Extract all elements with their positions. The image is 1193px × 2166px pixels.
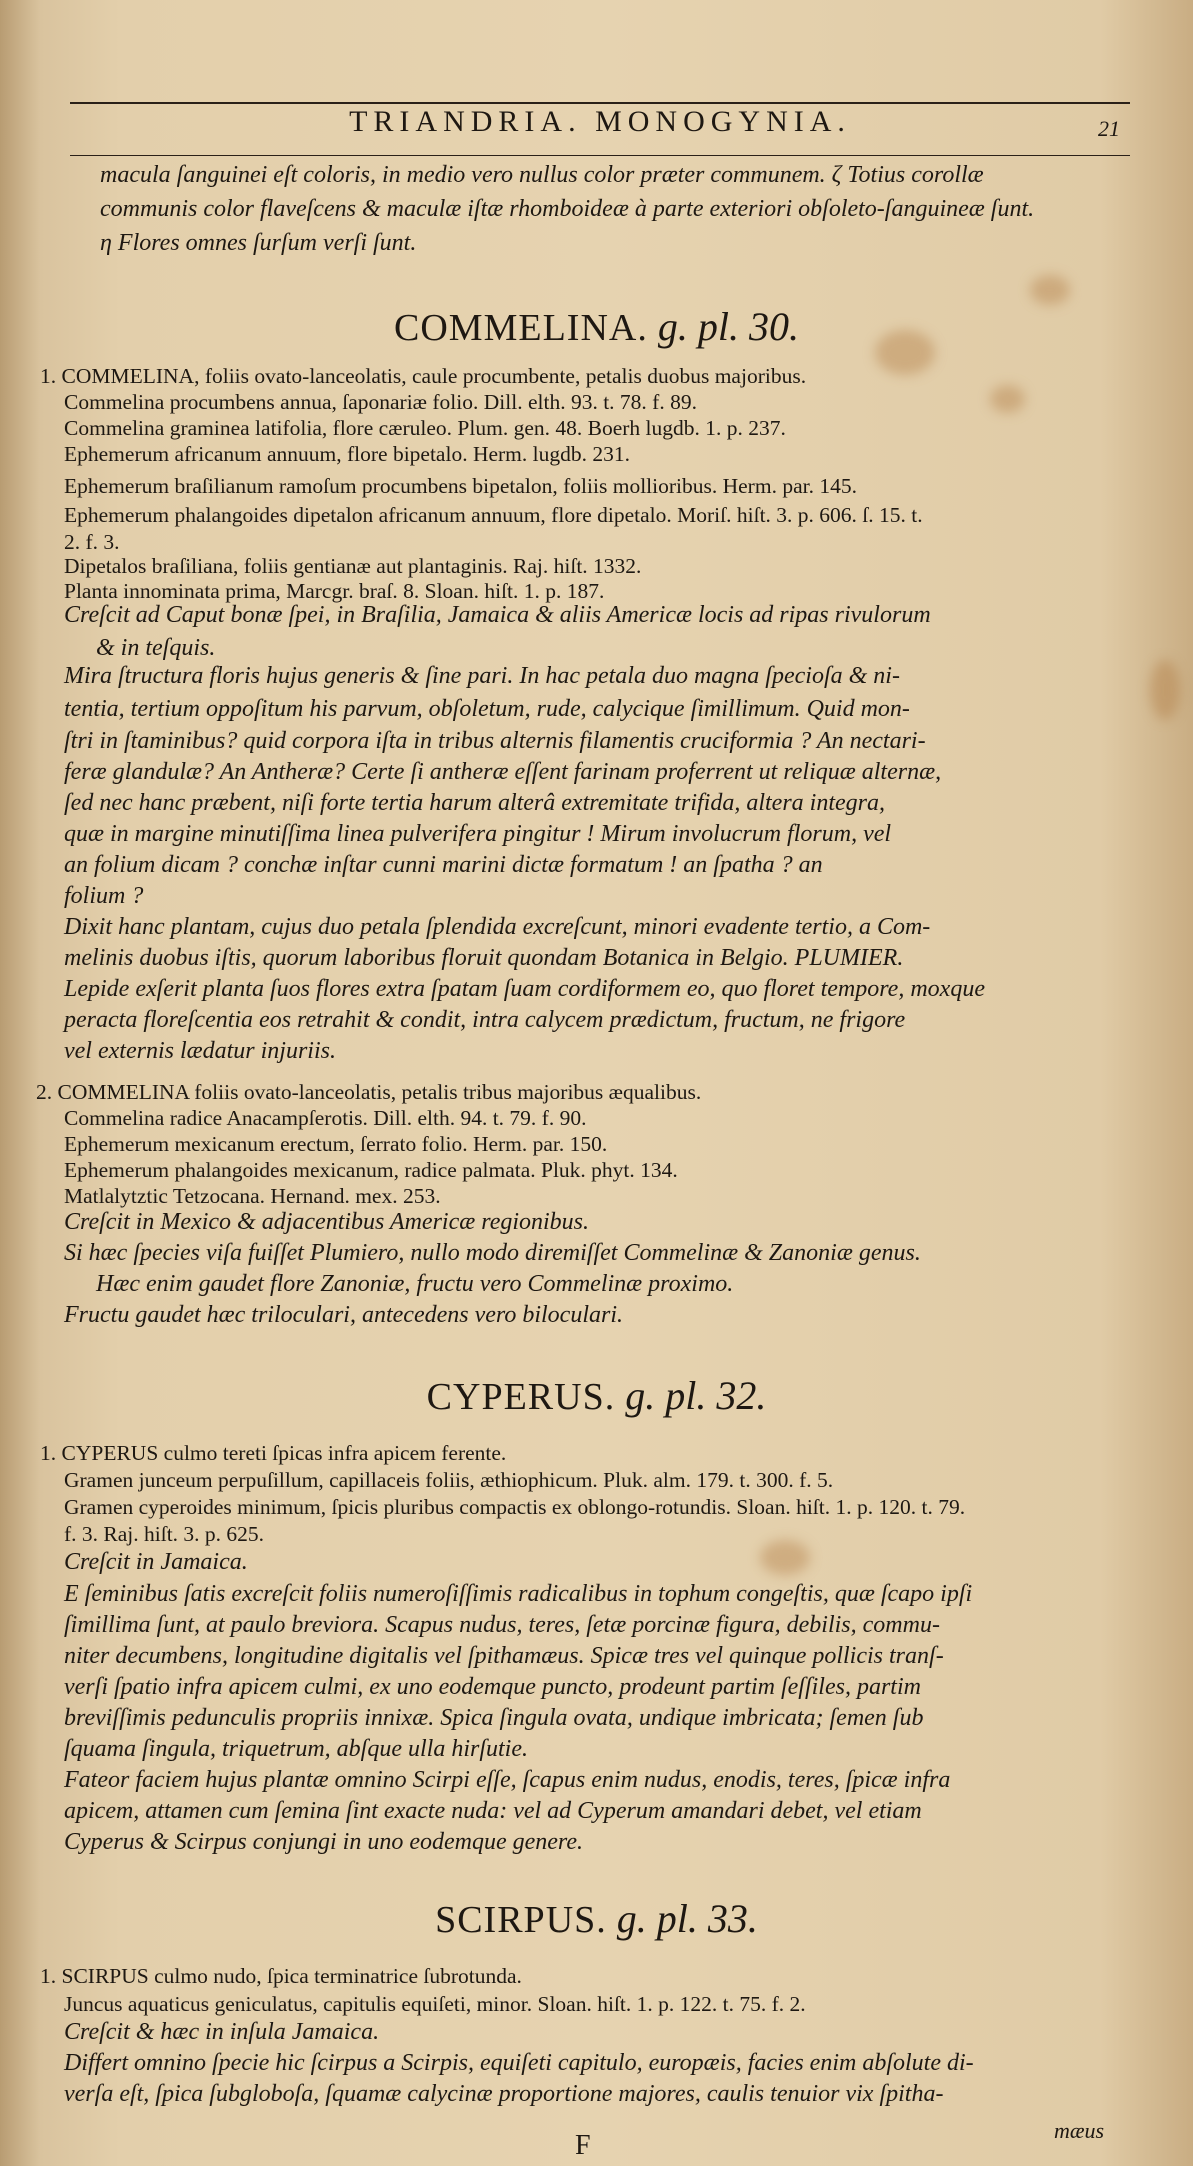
observation-line: Fructu gaudet hæc triloculari, antecedens vero biloculari. [64,1302,624,1328]
observation-line: Si hæc ſpecies viſa fuiſſet Plumiero, nullo modo diremiſſet Commelinæ & Zanoniæ genus. [64,1240,921,1266]
synonym-line: Gramen cyperoides minimum, ſpicis pluribus compactis ex oblongo-rotundis. Sloan. hiſt. 1. p. 120. t. 79. [64,1495,966,1519]
observation-line: Hæc enim gaudet flore Zanoniæ, fructu vero Commelinæ proximo. [96,1271,734,1297]
foxing-stain [760,1540,810,1575]
species-diagnosis: 1. COMMELINA, foliis ovato-lanceolatis, caule procumbente, petalis duobus majoribus. [40,364,807,388]
habitat-line: Creſcit & hæc in inſula Jamaica. [64,2019,380,2045]
intro-line: η Flores omnes ſurſum verſi ſunt. [100,230,417,256]
genus-heading-commelina [0,303,1193,350]
observation-line: Mira ſtructura floris hujus generis & ſine pari. In hac petala duo magna ſpecioſa & ni- [64,663,900,689]
synonym-line: 2. f. 3. [64,530,120,554]
synonym-line: f. 3. Raj. hiſt. 3. p. 625. [64,1522,265,1546]
synonym-line: Ephemerum braſilianum ramoſum procumbens bipetalon, foliis mollioribus. Herm. par. 145. [64,474,857,498]
foxing-stain [1150,660,1180,720]
synonym-line: Planta innominata prima, Marcgr. braſ. 8. Sloan. hiſt. 1. p. 187. [64,579,605,603]
observation-line: melinis duobus iſtis, quorum laboribus floruit quondam Botanica in Belgio. PLUMIER. [64,945,904,971]
intro-line: communis color flaveſcens & maculæ iſtæ rhomboideæ à parte exteriori obſoleto-ſanguineæ ſunt. [100,196,1035,222]
catchword: mæus [1054,2118,1105,2143]
observation-line: peracta floreſcentia eos retrahit & condit, intra calycem prædictum, fructum, ne frigore [64,1007,906,1033]
header-rule-bottom [70,155,1130,156]
observation-line: Lepide exſerit planta ſuos flores extra ſpatam ſuam cordiformem eo, quo floret tempore, moxque [64,976,985,1002]
observation-line: ſquama ſingula, triquetrum, abſque ulla hirſutie. [64,1736,528,1762]
foxing-stain [1030,275,1070,305]
habitat-line: & in teſquis. [96,635,216,661]
genus-ref: g. pl. 32. [625,1373,767,1418]
genus-name: COMMELINA. [394,307,648,349]
signature-mark: F [575,2130,591,2161]
observation-line: an folium dicam ? conchæ inſtar cunni marini dictæ formatum ! an ſpatha ? an [64,852,823,878]
page-number: 21 [1098,116,1120,141]
genus-heading-scirpus [0,1895,1193,1942]
habitat-line: Creſcit in Mexico & adjacentibus Americæ regionibus. [64,1209,590,1235]
synonym-line: Ephemerum africanum annuum, flore bipetalo. Herm. lugdb. 231. [64,442,631,466]
header-rule-top [70,102,1130,104]
observation-line: verſa eſt, ſpica ſubgloboſa, ſquamæ calycinæ proportione majores, caulis tenuior vix ſpitha- [64,2081,944,2107]
synonym-line: Ephemerum mexicanum erectum, ſerrato folio. Herm. par. 150. [64,1132,608,1156]
observation-line: ſed nec hanc præbent, niſi forte tertia harum alterâ extremitate trifida, altera integra, [64,790,886,816]
genus-ref: g. pl. 30. [657,304,799,349]
genus-name: SCIRPUS. [435,1899,607,1941]
synonym-line: Commelina radice Anacampſerotis. Dill. elth. 94. t. 79. f. 90. [64,1106,587,1130]
observation-line: Dixit hanc plantam, cujus duo petala ſplendida excreſcunt, minori evadente tertio, a Com- [64,914,931,940]
synonym-line: Matlalytztic Tetzocana. Hernand. mex. 253. [64,1184,441,1208]
observation-line: ſtri in ſtaminibus? quid corpora iſta in tribus alternis filamentis cruciformia ? An nectari- [64,728,926,754]
species-diagnosis: 1. CYPERUS culmo tereti ſpicas infra apicem ferente. [40,1441,507,1465]
observation-line: verſi ſpatio infra apicem culmi, ex uno eodemque puncto, prodeunt partim ſeſſiles, partim [64,1674,921,1700]
observation-line: Cyperus & Scirpus conjungi in uno eodemque genere. [64,1829,584,1855]
foxing-stain [990,385,1025,413]
synonym-line: Ephemerum phalangoides dipetalon africanum annuum, flore dipetalo. Moriſ. hiſt. 3. p. 606. ſ. 15. t. [64,503,923,527]
intro-line: macula ſanguinei eſt coloris, in medio vero nullus color præter communem. ζ Totius corollæ [100,162,984,188]
observation-line: quæ in margine minutiſſima linea pulverifera pingitur ! Mirum involucrum florum, vel [64,821,892,847]
habitat-line: Creſcit in Jamaica. [64,1549,248,1575]
observation-line: breviſſimis pedunculis propriis innixæ. Spica ſingula ovata, undique imbricata; ſemen ſub [64,1705,924,1731]
genus-heading-cyperus [0,1372,1193,1419]
running-head: TRIANDRIA. MONOGYNIA. [349,105,851,138]
observation-line: feræ glandulæ? An Antheræ? Certe ſi antheræ eſſent farinam proferrent ut reliquæ alternæ, [64,759,942,785]
synonym-line: Commelina graminea latifolia, flore cæruleo. Plum. gen. 48. Boerh lugdb. 1. p. 237. [64,416,786,440]
observation-line: folium ? [64,883,144,909]
observation-line: E ſeminibus ſatis excreſcit foliis numeroſiſſimis radicalibus in tophum congeſtis, quæ ſcapo ipſi [64,1581,973,1607]
synonym-line: Gramen junceum perpuſillum, capillaceis foliis, æthiophicum. Pluk. alm. 179. t. 300. f. 5. [64,1468,834,1492]
genus-ref: g. pl. 33. [616,1896,758,1941]
observation-line: Fateor faciem hujus plantæ omnino Scirpi eſſe, ſcapus enim nudus, enodis, teres, ſpicæ infra [64,1767,951,1793]
synonym-line: Juncus aquaticus geniculatus, capitulis equiſeti, minor. Sloan. hiſt. 1. p. 122. t. 75. f. 2. [64,1992,806,2016]
synonym-line: Dipetalos braſiliana, foliis gentianæ aut plantaginis. Raj. hiſt. 1332. [64,554,642,578]
genus-name: CYPERUS. [426,1376,616,1418]
observation-line: ſimillima ſunt, at paulo breviora. Scapus nudus, teres, ſetæ porcinæ figura, debilis, commu- [64,1612,940,1638]
species-diagnosis: 2. COMMELINA foliis ovato-lanceolatis, petalis tribus majoribus æqualibus. [36,1080,702,1104]
habitat-line: Creſcit ad Caput bonæ ſpei, in Braſilia, Jamaica & aliis Americæ locis ad ripas rivulorum [64,602,931,628]
observation-line: Differt omnino ſpecie hic ſcirpus a Scirpis, equiſeti capitulo, europæis, facies enim abſolute di- [64,2050,974,2076]
observation-line: niter decumbens, longitudine digitalis vel ſpithamæus. Spicæ tres vel quinque pollicis tranſ- [64,1643,944,1669]
synonym-line: Commelina procumbens annua, ſaponariæ folio. Dill. elth. 93. t. 78. f. 89. [64,390,697,414]
observation-line: apicem, attamen cum ſemina ſint exacte nuda: vel ad Cyperum amandari debet, vel etiam [64,1798,922,1824]
species-diagnosis: 1. SCIRPUS culmo nudo, ſpica terminatrice ſubrotunda. [40,1964,522,1988]
synonym-line: Ephemerum phalangoides mexicanum, radice palmata. Pluk. phyt. 134. [64,1158,678,1182]
observation-line: vel externis lædatur injuriis. [64,1038,336,1064]
observation-line: tentia, tertium oppoſitum his parvum, obſoletum, rude, calycique ſimillimum. Quid mon- [64,696,910,722]
